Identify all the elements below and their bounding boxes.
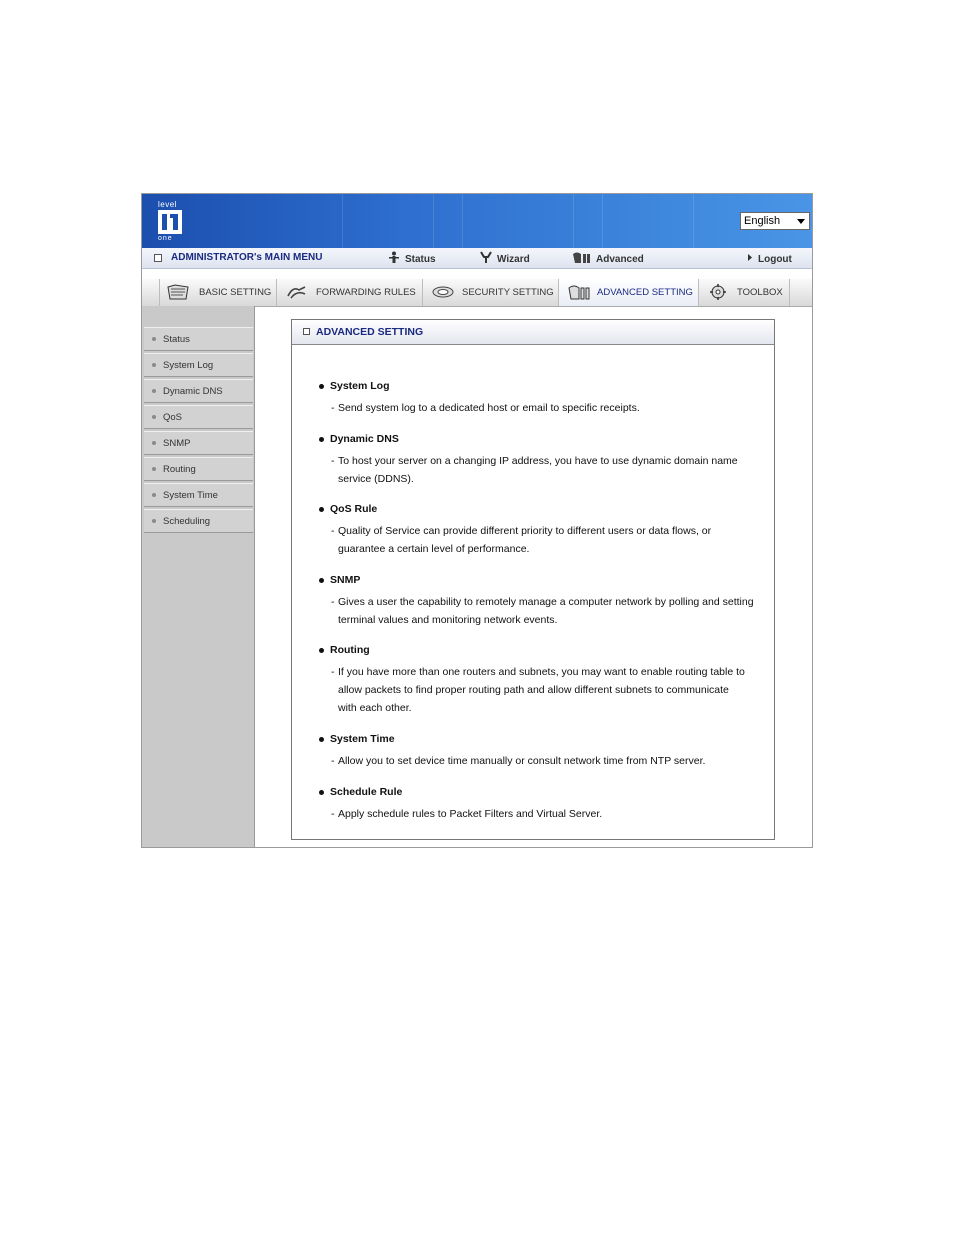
tab-forwarding-rules[interactable] [276,279,422,306]
tab-security-setting-label: SECURITY SETTING [462,287,554,298]
sidebar-item-label: SNMP [163,438,191,449]
language-select-value: English [744,215,781,227]
bullet-icon [319,737,324,742]
bullet-icon [152,415,156,419]
advanced-menu-link[interactable] [572,251,644,265]
sidebar-item-label: Dynamic DNS [163,386,223,397]
advanced-icon [567,284,591,300]
section-heading: Routing [330,644,370,656]
description-line: Gives a user the capability to remotely manage a computer network by polling and setting [338,596,754,608]
sidebar-item-routing[interactable] [144,457,253,481]
security-icon [431,284,455,300]
sidebar-item-scheduling[interactable] [144,509,253,533]
toolbox-icon [706,284,730,300]
main-menu-title: ADMINISTRATOR's MAIN MENU [171,252,323,263]
tab-forwarding-rules-label: FORWARDING RULES [316,287,416,298]
advanced-icon [572,251,592,264]
sidebar-item-label: System Time [163,490,218,501]
wizard-menu-link[interactable] [479,251,530,265]
folder-icon [166,284,190,300]
tab-advanced-setting-label: ADVANCED SETTING [597,287,693,298]
panel-square-icon [303,328,310,335]
section-heading: Schedule Rule [330,786,403,798]
tab-bar [142,279,812,307]
section-heading: System Log [330,380,390,392]
tab-basic-setting[interactable] [159,279,276,306]
forwarding-icon [285,284,309,300]
sidebar-item-system-log[interactable] [144,353,253,377]
logout-label: Logout [758,254,792,265]
header-banner [142,194,812,248]
sidebar-item-qos[interactable] [144,405,253,429]
router-admin-frame [141,193,813,848]
section-description: - To host your server on a changing IP address, you have to use dynamic domain name service (DDNS). [338,452,758,488]
bullet-icon [319,507,324,512]
person-icon [387,251,401,264]
description-line: Quality of Service can provide different priority to different users or data flows, or [338,525,712,537]
tab-toolbox[interactable] [698,279,790,306]
sidebar-item-system-time[interactable] [144,483,253,507]
description-line: allow packets to find proper routing path and allow different subnets to communicate [338,684,729,696]
section-heading: SNMP [330,574,361,586]
language-select[interactable] [740,212,810,230]
section-description: - Allow you to set device time manually or consult network time from NTP server. [338,752,758,770]
bullet-icon [152,337,156,341]
sidebar-item-label: Scheduling [163,516,211,527]
panel-title: ADVANCED SETTING [316,326,424,338]
wizard-icon [479,251,493,264]
sidebar-item-label: Status [163,334,190,345]
advanced-menu-label: Advanced [596,254,644,265]
sidebar-item-label: QoS [163,412,183,423]
tab-toolbox-label: TOOLBOX [737,287,783,298]
description-line: Apply schedule rules to Packet Filters and Virtual Server. [338,808,603,820]
description-line: guarantee a certain level of performance. [338,543,530,555]
tab-advanced-setting[interactable] [558,279,698,306]
bullet-icon [152,441,156,445]
section-description: - Apply schedule rules to Packet Filters and Virtual Server. [338,805,758,823]
levelone-logo: level one [156,200,192,242]
description-line: If you have more than one routers and subnets, you may want to enable routing table to [338,666,745,678]
logout-link[interactable] [747,251,792,265]
panel-header [292,320,774,345]
section-description: - If you have more than one routers and subnets, you may want to enable routing table to allow packets to find proper routing path and allow different subnets to communicate with each other. [338,663,758,717]
chevron-down-icon [797,219,805,224]
sidebar-item-label: Routing [163,464,196,475]
bullet-icon [319,437,324,442]
bullet-icon [152,389,156,393]
section-heading: QoS Rule [330,503,378,515]
bullet-icon [319,790,324,795]
sidebar-item-dynamic-dns[interactable] [144,379,253,403]
description-line: To host your server on a changing IP address, you have to use dynamic domain name [338,455,738,467]
sidebar-item-status[interactable] [144,327,253,351]
bullet-icon [152,467,156,471]
section-description: - Quality of Service can provide different priority to different users or data flows, or guarantee a certain level of performance. [338,522,758,558]
bullet-icon [152,363,156,367]
bullet-icon [152,519,156,523]
status-menu-link[interactable] [387,251,436,265]
description-line: service (DDNS). [338,473,414,485]
description-line: with each other. [338,702,412,714]
sidebar-item-snmp[interactable] [144,431,253,455]
description-line: terminal values and monitoring network events. [338,614,558,626]
content-panel [291,319,775,840]
description-line: Send system log to a dedicated host or email to specific receipts. [338,402,640,414]
bullet-icon [319,578,324,583]
bullet-icon [319,648,324,653]
main-menu-bar [142,248,812,269]
tab-basic-setting-label: BASIC SETTING [199,287,272,298]
section-description: - Send system log to a dedicated host or email to specific receipts. [338,399,758,417]
bullet-icon [152,493,156,497]
sidebar [142,306,255,847]
section-heading: Dynamic DNS [330,433,399,445]
section-heading: System Time [330,733,395,745]
wizard-menu-label: Wizard [497,254,530,265]
tab-security-setting[interactable] [422,279,558,306]
menu-square-icon [154,254,162,262]
arrow-right-icon [747,251,753,264]
status-menu-label: Status [405,254,436,265]
section-description: - Gives a user the capability to remotely manage a computer network by polling and setting terminal values and monitoring network events. [338,593,758,629]
description-line: Allow you to set device time manually or consult network time from NTP server. [338,755,706,767]
sidebar-item-label: System Log [163,360,214,371]
bullet-icon [319,384,324,389]
